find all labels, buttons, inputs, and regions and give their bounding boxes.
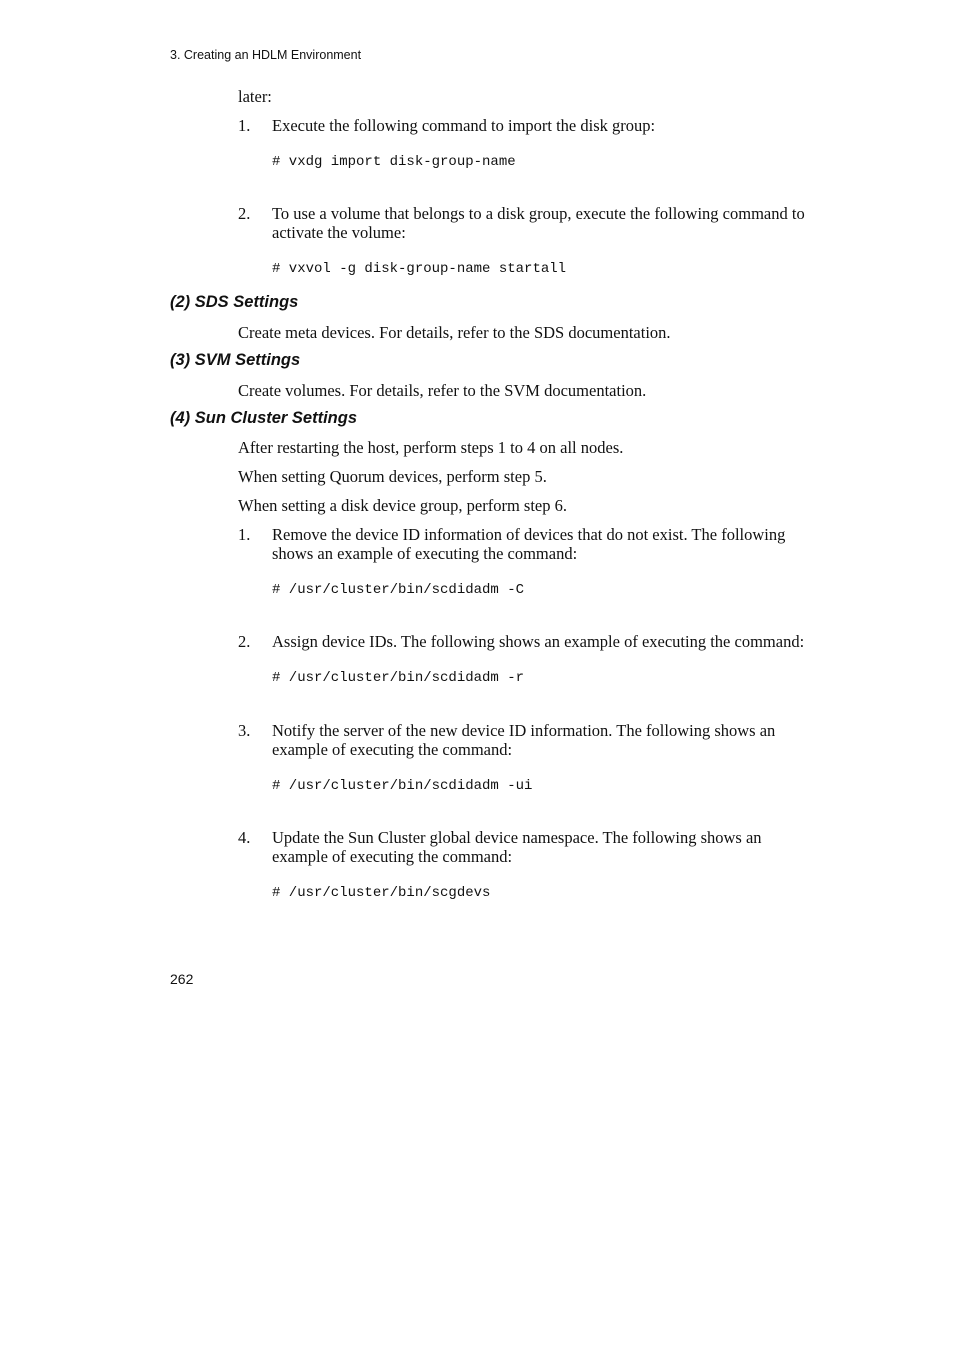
paragraph: When setting a disk device group, perform step 6. — [238, 496, 567, 515]
step-number: 1. — [238, 116, 251, 135]
code-line: # /usr/cluster/bin/scdidadm -C — [272, 582, 525, 598]
code-line: # /usr/cluster/bin/scdidadm -r — [272, 670, 525, 686]
code-line: # /usr/cluster/bin/scdidadm -ui — [272, 778, 533, 794]
section-text: Create volumes. For details, refer to the SVM documentation. — [238, 381, 647, 400]
step-number: 1. — [238, 525, 251, 544]
step-text: To use a volume that belongs to a disk group, execute the following command to — [272, 204, 805, 223]
step-text: example of executing the command: — [272, 847, 513, 866]
paragraph: When setting Quorum devices, perform step 5. — [238, 467, 547, 486]
page-number: 262 — [170, 971, 194, 987]
running-header: 3. Creating an HDLM Environment — [170, 48, 362, 62]
code-line: # /usr/cluster/bin/scgdevs — [272, 885, 491, 901]
step-text: Update the Sun Cluster global device namespace. The following shows an — [272, 828, 762, 847]
section-heading-svm: (3) SVM Settings — [170, 351, 301, 369]
step-number: 2. — [238, 204, 251, 223]
paragraph: After restarting the host, perform steps 1 to 4 on all nodes. — [238, 438, 624, 457]
section-text: Create meta devices. For details, refer to the SDS documentation. — [238, 323, 671, 342]
step-number: 2. — [238, 632, 251, 651]
step-text: Assign device IDs. The following shows an example of executing the command: — [272, 632, 805, 651]
step-text: example of executing the command: — [272, 740, 513, 759]
step-text: Notify the server of the new device ID information. The following shows an — [272, 721, 776, 740]
step-text: Remove the device ID information of devices that do not exist. The following — [272, 525, 786, 544]
step-text: Execute the following command to import the disk group: — [272, 116, 656, 135]
code-line: # vxvol -g disk-group-name startall — [272, 261, 567, 277]
code-line: # vxdg import disk-group-name — [272, 154, 516, 170]
intro-text: later: — [238, 87, 272, 106]
step-text: shows an example of executing the command: — [272, 544, 578, 563]
step-text: activate the volume: — [272, 223, 406, 242]
step-number: 4. — [238, 828, 251, 847]
section-heading-sds: (2) SDS Settings — [170, 293, 299, 311]
step-number: 3. — [238, 721, 251, 740]
section-heading-sun-cluster: (4) Sun Cluster Settings — [170, 409, 358, 427]
